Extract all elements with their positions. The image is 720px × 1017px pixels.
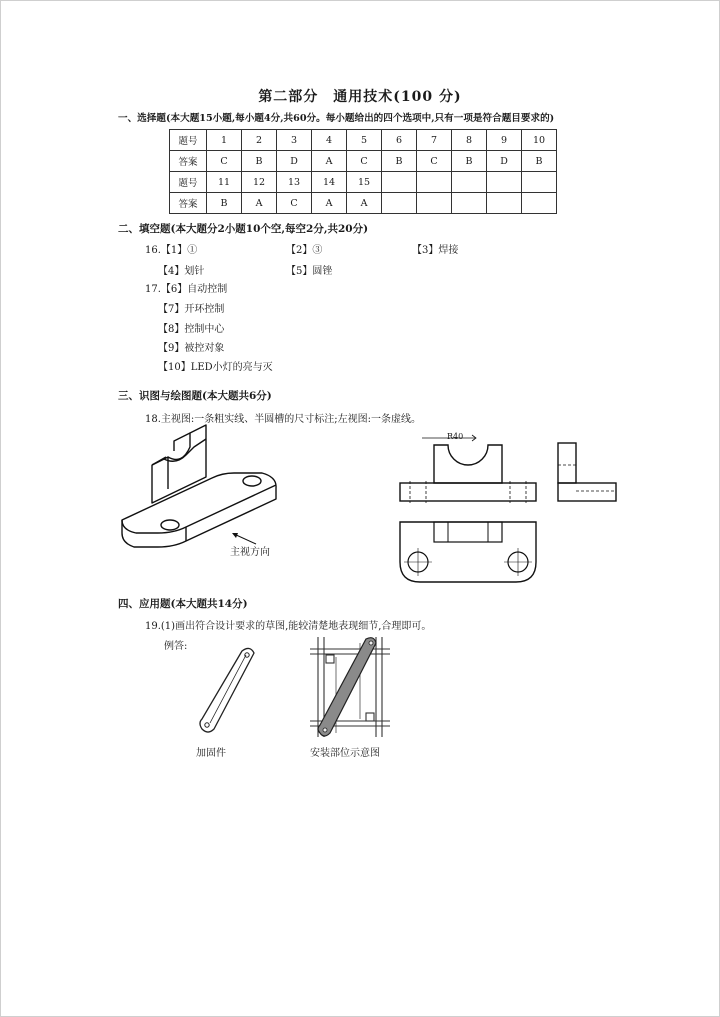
table-cell (487, 172, 522, 193)
table-cell: 6 (382, 130, 417, 151)
table-cell: 8 (452, 130, 487, 151)
installation-diagram (300, 635, 395, 740)
answer-16-4: 【4】划针 (158, 266, 205, 277)
answer-17-8: 【8】控制中心 (158, 324, 225, 335)
section1-heading: 一、选择题(本大题15小题,每小题4分,共60分。每小题给出的四个选项中,只有一项是符合题目要求的) (118, 113, 555, 124)
table-cell: B (207, 193, 242, 214)
table-cell: 3 (277, 130, 312, 151)
table-cell: C (207, 151, 242, 172)
table-cell: A (242, 193, 277, 214)
answer-16-2: 【2】③ (286, 245, 323, 256)
section4-heading: 四、应用题(本大题共14分) (118, 598, 248, 610)
table-cell (417, 172, 452, 193)
table-cell: 题号 (170, 130, 207, 151)
table-cell: A (312, 151, 347, 172)
table-cell: A (312, 193, 347, 214)
table-cell (452, 193, 487, 214)
table-cell (522, 193, 557, 214)
table-cell: 11 (207, 172, 242, 193)
table-cell: D (487, 151, 522, 172)
table-cell: 1 (207, 130, 242, 151)
caption-installation: 安装部位示意图 (310, 748, 380, 759)
table-cell: 13 (277, 172, 312, 193)
table-cell: 9 (487, 130, 522, 151)
table-row (170, 151, 557, 172)
table-cell: C (277, 193, 312, 214)
example-label: 例答: (164, 641, 188, 652)
front-view-drawing (398, 430, 538, 505)
dimension-label: R40 (447, 432, 464, 441)
answer-table (169, 129, 557, 214)
table-cell: 答案 (170, 193, 207, 214)
table-cell: 2 (242, 130, 277, 151)
table-cell (452, 172, 487, 193)
table-cell: B (382, 151, 417, 172)
table-cell: B (522, 151, 557, 172)
caption-reinforcement: 加固件 (196, 748, 226, 759)
table-cell: A (347, 193, 382, 214)
answer-17-7: 【7】开环控制 (158, 304, 225, 315)
table-cell: 7 (417, 130, 452, 151)
answer-19: 19.(1)画出符合设计要求的草图,能较清楚地表现细节,合理即可。 (145, 621, 432, 632)
table-cell: C (347, 151, 382, 172)
table-row (170, 130, 557, 151)
table-cell: 14 (312, 172, 347, 193)
section3-heading: 三、识图与绘图题(本大题共6分) (118, 390, 272, 402)
answer-17-10: 【10】LED小灯的亮与灭 (158, 362, 273, 373)
answer-16-5: 【5】圆锉 (286, 266, 333, 277)
table-cell (382, 172, 417, 193)
table-cell (487, 193, 522, 214)
table-cell: D (277, 151, 312, 172)
reinforcement-part-sketch (190, 645, 265, 735)
section2-heading: 二、填空题(本大题分2小题10个空,每空2分,共20分) (118, 223, 369, 235)
left-view-drawing (550, 443, 620, 503)
top-view-drawing (398, 520, 538, 585)
answer-18: 18.主视图:一条粗实线、半圆槽的尺寸标注;左视图:一条虚线。 (145, 414, 422, 425)
table-cell (522, 172, 557, 193)
table-row (170, 193, 557, 214)
answer-16-3: 【3】焊接 (412, 245, 459, 256)
table-cell: 答案 (170, 151, 207, 172)
table-cell: 15 (347, 172, 382, 193)
answer-16-1: 16.【1】① (145, 245, 198, 256)
table-cell (417, 193, 452, 214)
table-cell: C (417, 151, 452, 172)
table-cell: 5 (347, 130, 382, 151)
table-cell: B (452, 151, 487, 172)
table-cell: B (242, 151, 277, 172)
table-cell: 10 (522, 130, 557, 151)
page-title: 第二部分 通用技术(100 分) (258, 89, 462, 105)
answer-17-6: 17.【6】自动控制 (145, 284, 228, 295)
table-cell: 4 (312, 130, 347, 151)
answer-17-9: 【9】被控对象 (158, 343, 225, 354)
table-cell: 题号 (170, 172, 207, 193)
table-cell (382, 193, 417, 214)
table-cell: 12 (242, 172, 277, 193)
table-row (170, 172, 557, 193)
view-direction-label: 主视方向 (230, 547, 270, 558)
